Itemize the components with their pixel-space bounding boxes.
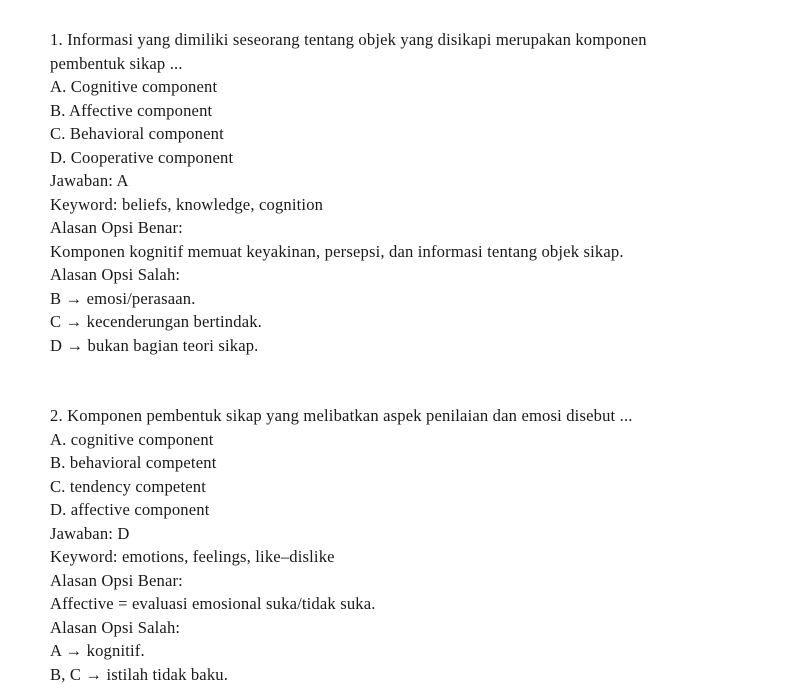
question-block-1 bbox=[50, 28, 760, 357]
question-stem: 1. Informasi yang dimiliki seseorang tentang objek yang disikapi merupakan komponen pembentuk sikap ... bbox=[50, 30, 652, 73]
wrong-reason-d: D → bukan bagian teori sikap. bbox=[50, 335, 259, 355]
option-c: C. tendency competent bbox=[50, 476, 207, 496]
correct-reason-label: Alasan Opsi Benar: bbox=[50, 570, 183, 590]
answer-line: Jawaban: D bbox=[50, 523, 130, 543]
option-b: B. behavioral competent bbox=[50, 453, 217, 472]
option-d: D. affective component bbox=[50, 500, 210, 519]
answer-line: Jawaban: A bbox=[50, 171, 129, 190]
option-c: C. Behavioral component bbox=[50, 124, 224, 143]
wrong-reason-label: Alasan Opsi Salah: bbox=[50, 265, 181, 284]
question-stem: 2. Komponen pembentuk sikap yang melibatkan aspek penilaian dan emosi disebut ... bbox=[50, 406, 633, 425]
keyword-line: Keyword: beliefs, knowledge, cognition bbox=[50, 194, 324, 214]
option-a: A. cognitive component bbox=[50, 429, 214, 449]
option-a: A. Cognitive component bbox=[50, 77, 218, 96]
wrong-reason-a: A → kognitif. bbox=[50, 641, 145, 660]
option-d: D. Cooperative component bbox=[50, 147, 234, 167]
correct-reason-text: Komponen kognitif memuat keyakinan, persepsi, dan informasi tentang objek sikap. bbox=[50, 241, 624, 261]
wrong-reason-b: B → emosi/perasaan. bbox=[50, 288, 196, 308]
option-b: B. Affective component bbox=[50, 100, 213, 120]
correct-reason-label: Alasan Opsi Benar: bbox=[50, 218, 183, 237]
wrong-reason-bc: B, C → istilah tidak baku. bbox=[50, 664, 229, 684]
keyword-line: Keyword: emotions, feelings, like–dislike bbox=[50, 547, 335, 566]
question-block-2 bbox=[50, 404, 760, 686]
wrong-reason-label: Alasan Opsi Salah: bbox=[50, 617, 181, 637]
wrong-reason-c: C → kecenderungan bertindak. bbox=[50, 312, 262, 331]
correct-reason-text: Affective = evaluasi emosional suka/tidak suka. bbox=[50, 594, 376, 613]
